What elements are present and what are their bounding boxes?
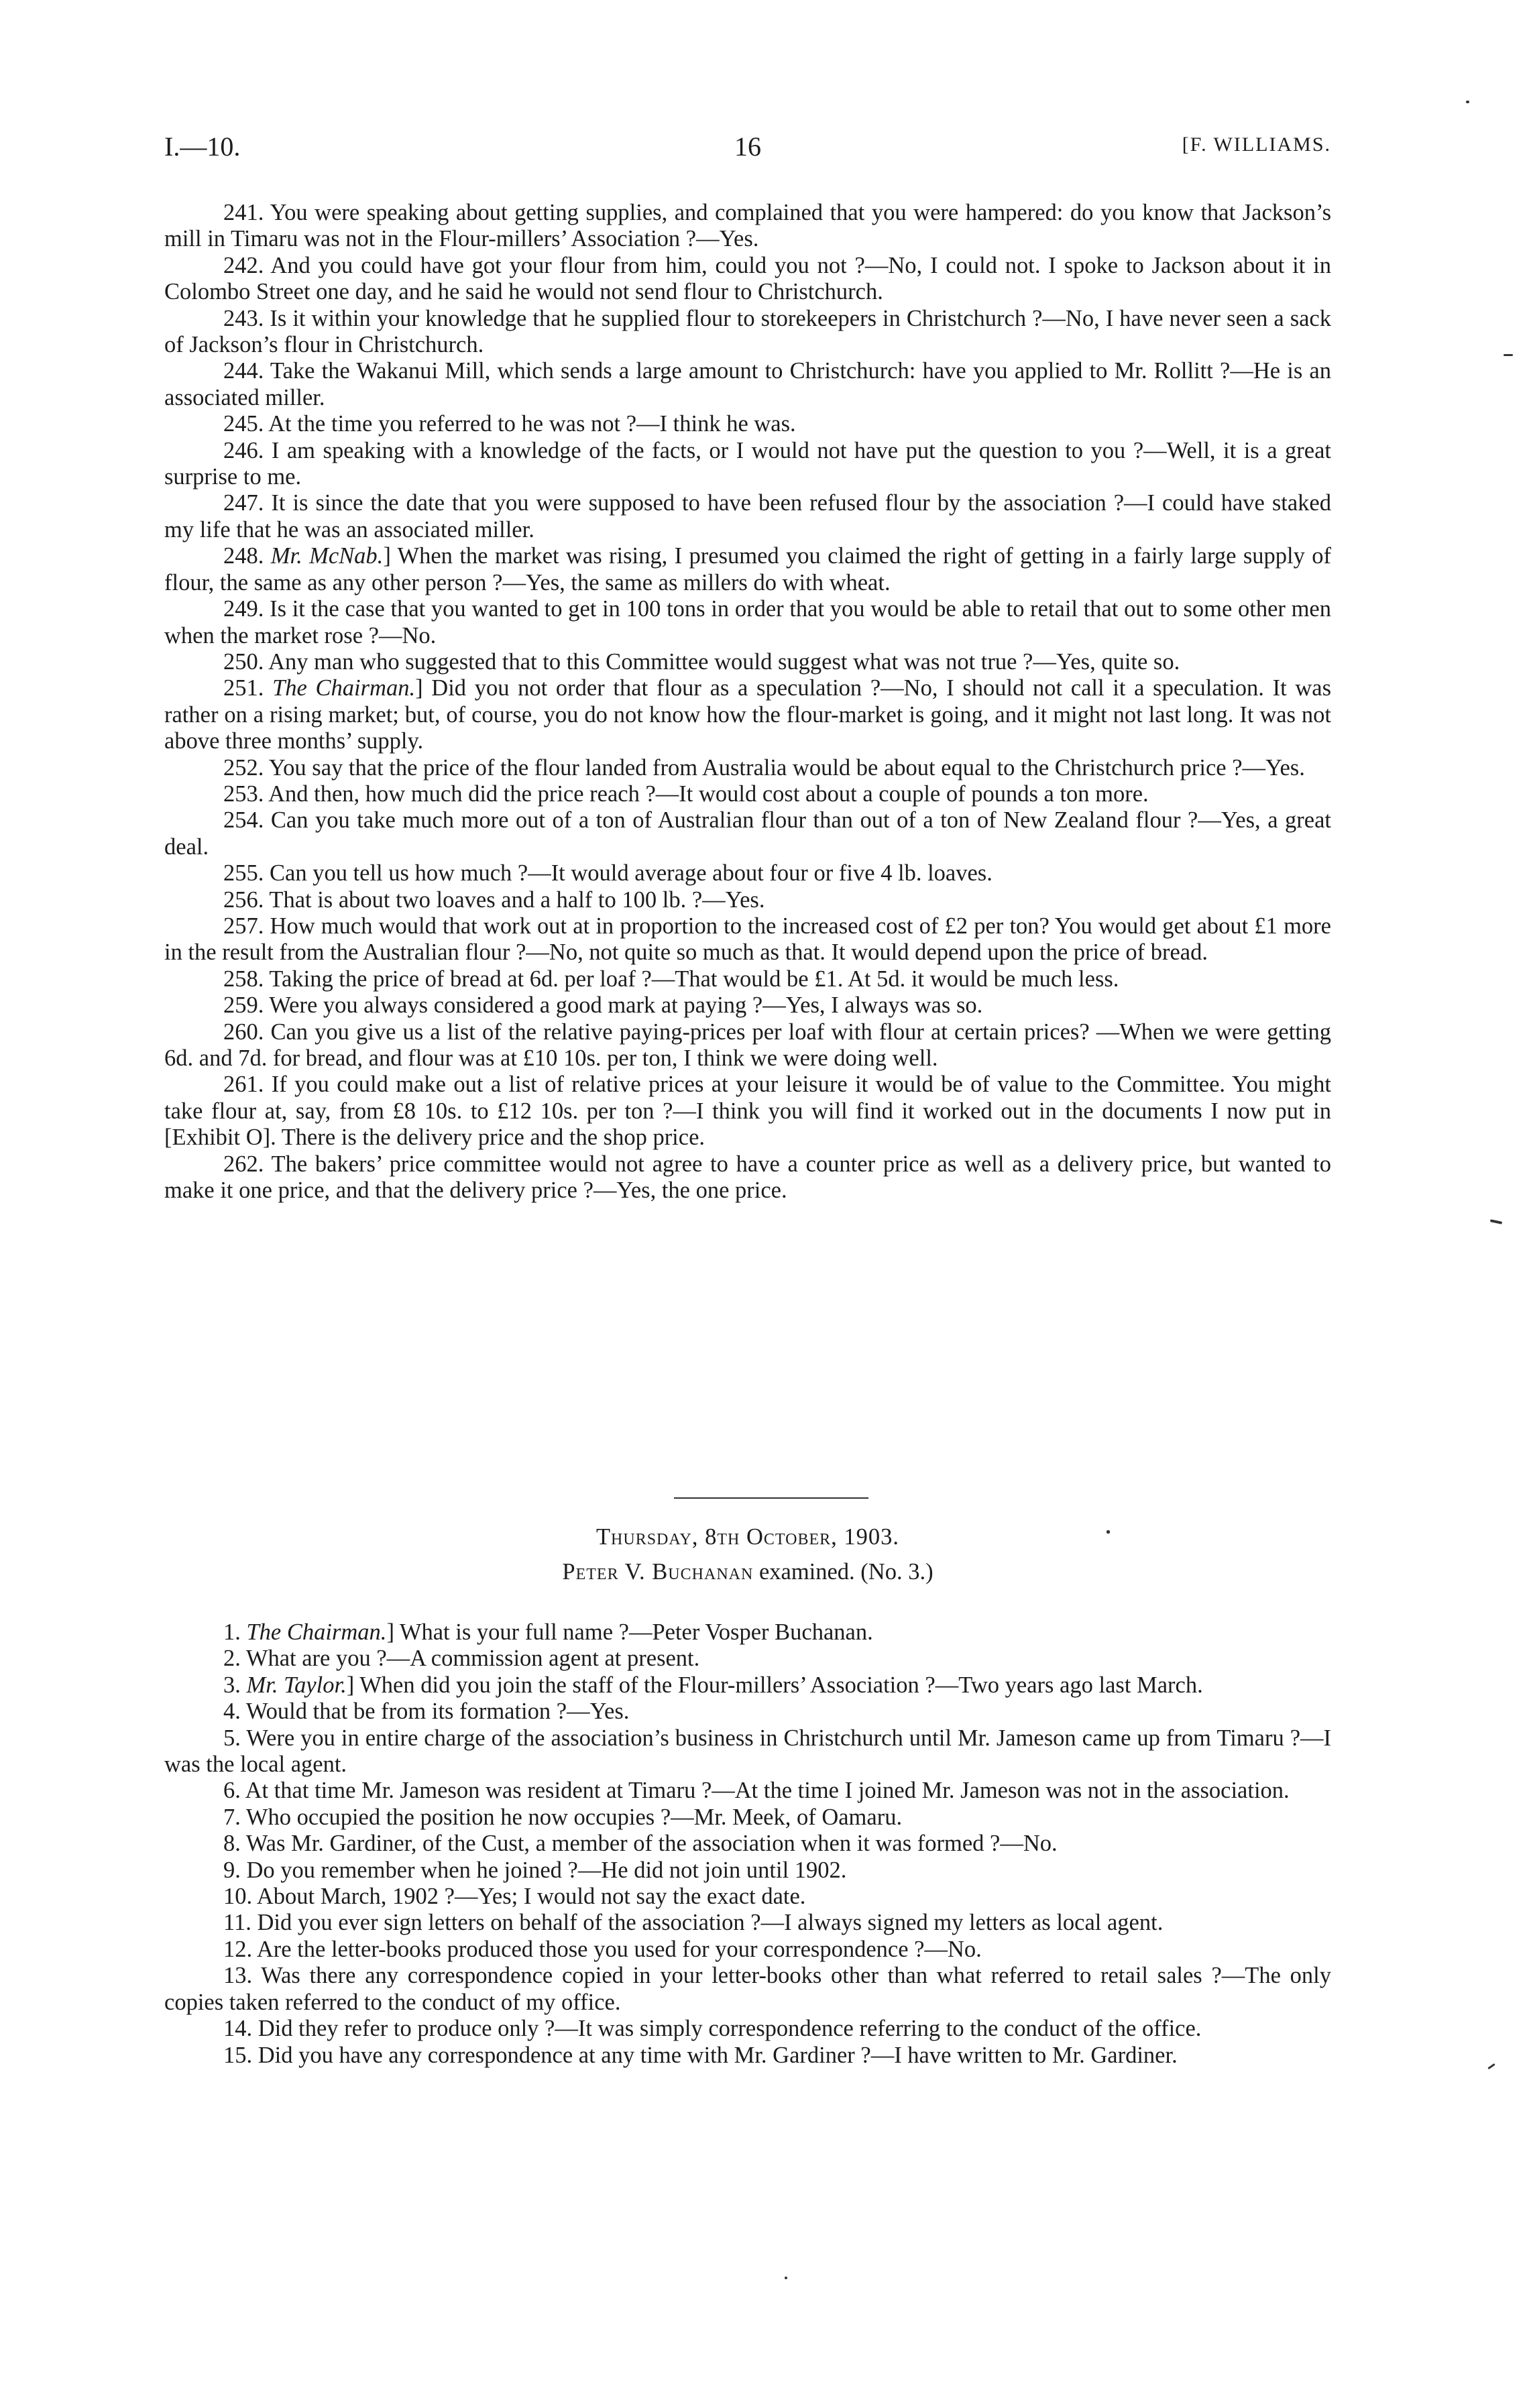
paragraph-text: 1. [223, 1619, 247, 1645]
page-header [164, 131, 1331, 171]
paragraph-text: 15. Did you have any correspondence at any time with Mr. Gardiner ?—I have written to Mr. Gardiner. [223, 2042, 1178, 2068]
paragraph-text: 5. Were you in entire charge of the association’s business in Christchurch until Mr. Jameson came up from Timaru ?—I was the local agent. [164, 1725, 1331, 1778]
question-paragraph [164, 200, 1331, 253]
question-paragraph [164, 2016, 1331, 2042]
question-paragraph [164, 913, 1331, 966]
paragraph-text: 3. [223, 1672, 247, 1698]
question-paragraph [164, 1831, 1331, 1857]
paragraph-text: ] What is your full name ?—Peter Vosper Buchanan. [386, 1619, 873, 1645]
speaker-name: The Chairman. [272, 675, 416, 701]
question-paragraph [164, 1072, 1331, 1151]
parliamentary-paper-number: I.—10. [164, 131, 241, 162]
question-paragraph [164, 306, 1331, 359]
paragraph-text: 247. It is since the date that you were supposed to have been refused flour by the association ?—I could have staked my life that he was an associated miller. [164, 490, 1331, 542]
question-paragraph [164, 1672, 1331, 1699]
question-paragraph [164, 1725, 1331, 1778]
paragraph-text: 243. Is it within your knowledge that he supplied flour to storekeepers in Christchurch ?—No, I have never seen a sack of Jackson’s flour in Christchurch. [164, 305, 1331, 358]
scan-mark [1490, 1219, 1502, 1224]
paragraph-text: 12. Are the letter-books produced those you used for your correspondence ?—No. [223, 1936, 982, 1962]
scan-mark [1504, 354, 1513, 356]
question-paragraph [164, 1884, 1331, 1910]
question-paragraph [164, 807, 1331, 860]
question-paragraph [164, 675, 1331, 754]
paragraph-text: ] When did you join the staff of the Flour-millers’ Association ?—Two years ago last March. [346, 1672, 1203, 1698]
question-paragraph [164, 1937, 1331, 1963]
question-paragraph [164, 1778, 1331, 1804]
question-paragraph [164, 1699, 1331, 1725]
paragraph-text: 250. Any man who suggested that to this Committee would suggest what was not true ?—Yes, quite so. [223, 648, 1180, 675]
speaker-name: The Chairman. [246, 1619, 387, 1645]
scan-mark [785, 2277, 787, 2279]
paragraph-text: ] Did you not order that flour as a speculation ?—No, I should not call it a speculation. It was rather on a rising market; but, of course, you do not know how the flour-market is going, and it might not last long. It was not above three months’ supply. [164, 675, 1332, 754]
paragraph-text: 8. Was Mr. Gardiner, of the Cust, a member of the association when it was formed ?—No. [223, 1831, 1058, 1857]
paragraph-text: 246. I am speaking with a knowledge of the facts, or I would not have put the question to you ?—Well, it is a great surprise to me. [164, 437, 1331, 490]
question-paragraph [164, 1619, 1331, 1646]
paragraph-text: 4. Would that be from its formation ?—Yes. [223, 1699, 630, 1725]
question-paragraph [164, 596, 1331, 649]
paragraph-text: 6. At that time Mr. Jameson was resident at Timaru ?—At the time I joined Mr. Jameson was not in the association. [223, 1778, 1290, 1804]
paragraph-text: 253. And then, how much did the price reach ?—It would cost about a couple of pounds a ton more. [223, 781, 1149, 807]
question-paragraph [164, 490, 1331, 543]
question-paragraph [164, 438, 1331, 491]
date-heading: Thursday, 8th October, 1903. [596, 1524, 900, 1550]
question-paragraph [164, 755, 1331, 781]
question-paragraph [164, 781, 1331, 807]
witness-name: Peter V. Buchanan [562, 1559, 754, 1585]
paragraph-text: 251. [223, 675, 273, 701]
paragraph-text: 249. Is it the case that you wanted to get in 100 tons in order that you would be able to retail that out to some other men when the market rose ?—No. [164, 596, 1331, 648]
paragraph-text: 13. Was there any correspondence copied in your letter-books other than what referred to retail sales ?—The only copies taken referred to the conduct of my office. [164, 1963, 1331, 2015]
question-paragraph [164, 1963, 1331, 2016]
paragraph-text: 242. And you could have got your flour from him, could you not ?—No, I could not. I spoke to Jackson about it in Colombo Street one day, and he said he would not send flour to Christchurch. [164, 252, 1331, 305]
examination-heading [164, 1558, 1331, 1585]
paragraph-text: ] When the market was rising, I presumed you claimed the right of getting in a fairly large supply of flour, the same as any other person ?—Yes, the same as millers do with wheat. [164, 543, 1332, 595]
question-paragraph [164, 2043, 1331, 2069]
question-paragraph [164, 543, 1331, 596]
question-paragraph [164, 1019, 1331, 1072]
question-paragraph [164, 253, 1331, 306]
question-paragraph [164, 1646, 1331, 1672]
witness-name-header: [F. WILLIAMS. [1182, 133, 1331, 156]
evidence-section-williams [164, 200, 1331, 1204]
paragraph-text: 261. If you could make out a list of relative prices at your leisure it would be of value to the Committee. You might take flour at, say, from £8 10s. to £12 10s. per ton ?—I think you will find it worked out in the documents I now put in [Exhibit O]. There is the delivery price and the shop price. [164, 1072, 1331, 1151]
paragraph-text: 256. That is about two loaves and a half to 100 lb. ?—Yes. [223, 886, 765, 913]
paragraph-text: 244. Take the Wakanui Mill, which sends a large amount to Christchurch: have you applied to Mr. Rollitt ?—He is an associated miller. [164, 358, 1331, 410]
question-paragraph [164, 1151, 1331, 1204]
scan-mark [1466, 101, 1469, 103]
paragraph-text: 259. Were you always considered a good mark at paying ?—Yes, I always was so. [223, 992, 983, 1019]
scan-mark [1487, 2063, 1495, 2069]
paragraph-text: 241. You were speaking about getting supplies, and complained that you were hampered: do you know that Jackson’s mill in Timaru was not in the Flour-millers’ Association ?—Yes. [164, 200, 1331, 252]
paragraph-text: 255. Can you tell us how much ?—It would average about four or five 4 lb. loaves. [223, 860, 993, 886]
section-divider [674, 1497, 868, 1499]
paragraph-text: 14. Did they refer to produce only ?—It was simply correspondence referring to the conduct of the office. [223, 2016, 1202, 2042]
question-paragraph [164, 992, 1331, 1019]
paragraph-text: 254. Can you take much more out of a ton of Australian flour than out of a ton of New Zealand flour ?—Yes, a great deal. [164, 807, 1331, 860]
paragraph-text: 258. Taking the price of bread at 6d. per loaf ?—That would be £1. At 5d. it would be much less. [223, 966, 1119, 992]
speaker-name: Mr. McNab. [270, 543, 384, 569]
paragraph-text: 7. Who occupied the position he now occupies ?—Mr. Meek, of Oamaru. [223, 1804, 903, 1830]
speaker-name: Mr. Taylor. [246, 1672, 347, 1698]
paragraph-text: 245. At the time you referred to he was not ?—I think he was. [223, 411, 796, 437]
paragraph-text: 9. Do you remember when he joined ?—He did not join until 1902. [223, 1857, 847, 1883]
question-paragraph [164, 1804, 1331, 1831]
question-paragraph [164, 966, 1331, 992]
paragraph-text: 262. The bakers’ price committee would not agree to have a counter price as well as a delivery price, but wanted to make it one price, and that the delivery price ?—Yes, the one price. [164, 1151, 1331, 1204]
question-paragraph [164, 887, 1331, 913]
page-number: 16 [734, 131, 761, 162]
paragraph-text: 2. What are you ?—A commission agent at present. [223, 1646, 700, 1672]
paragraph-text: 260. Can you give us a list of the relative paying-prices per loaf with flour at certain prices? —When we were getting 6d. and 7d. for bread, and flour was at £10 10s. per ton, I think we were doing well. [164, 1019, 1331, 1071]
paragraph-text: 248. [223, 543, 271, 569]
question-paragraph [164, 358, 1331, 411]
question-paragraph [164, 860, 1331, 886]
examination-note: examined. (No. 3.) [753, 1559, 933, 1585]
question-paragraph [164, 649, 1331, 675]
question-paragraph [164, 411, 1331, 437]
paragraph-text: 11. Did you ever sign letters on behalf of the association ?—I always signed my letters as local agent. [223, 1910, 1164, 1936]
paragraph-text: 10. About March, 1902 ?—Yes; I would not say the exact date. [223, 1884, 806, 1910]
evidence-section-buchanan [164, 1619, 1331, 2069]
paragraph-text: 252. You say that the price of the flour landed from Australia would be about equal to the Christchurch price ?—Yes. [223, 754, 1305, 781]
paragraph-text: 257. How much would that work out at in proportion to the increased cost of £2 per ton? You would get about £1 more in the result from the Australian flour ?—No, not quite so much as that. It would depend upon the price of bread. [164, 913, 1331, 966]
question-paragraph [164, 1857, 1331, 1884]
question-paragraph [164, 1910, 1331, 1936]
scan-mark [1107, 1530, 1110, 1534]
